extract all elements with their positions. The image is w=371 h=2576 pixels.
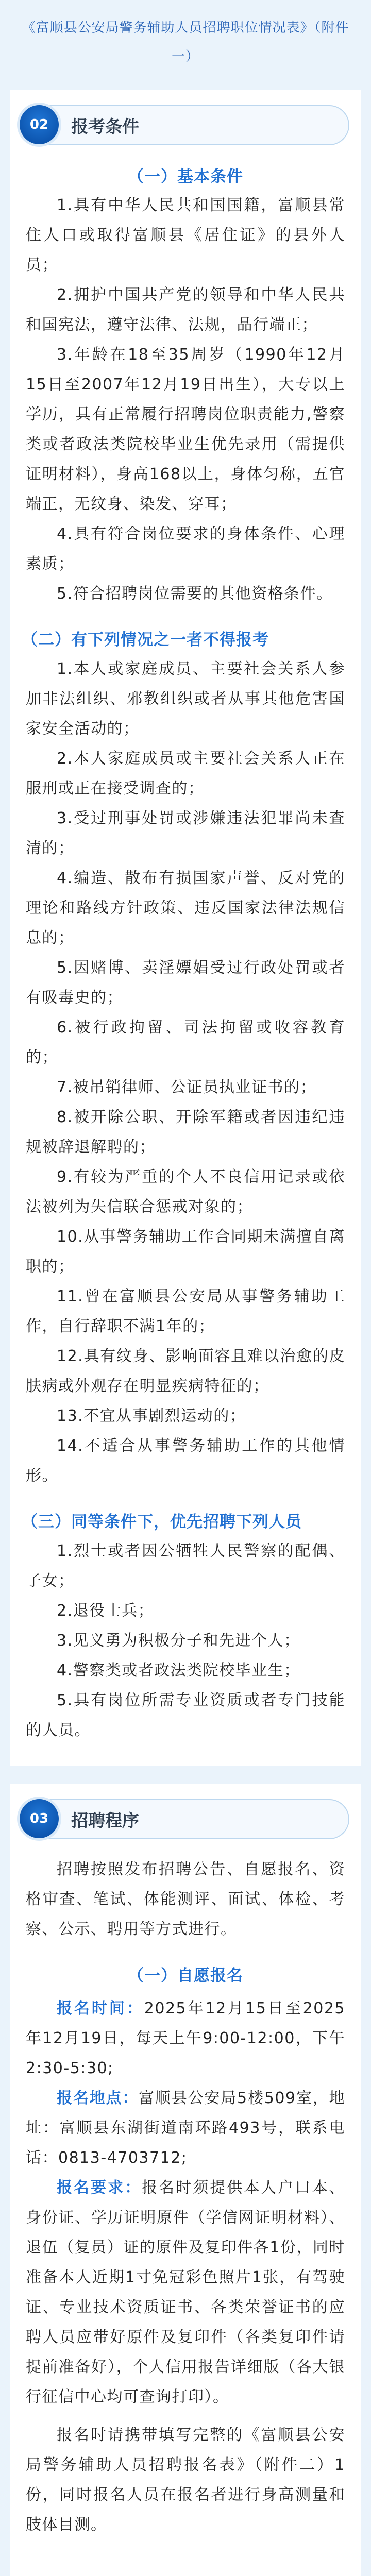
exclusion-item: 14.不适合从事警务辅助工作的其他情形。 <box>26 1437 345 1485</box>
section-number-badge: 02 <box>20 105 59 144</box>
exclusion-item: 1.本人或家庭成员、主要社会关系人参加非法组织、邪教组织或者从事其他危害国家安全活动的； <box>26 660 345 738</box>
priority-item: 1.烈士或者因公牺牲人民警察的配偶、子女； <box>26 1542 345 1590</box>
registration-place-text: 富顺县公安局5楼509室，地址：富顺县东湖街道南环路493号，联系电话：0813-4703712; <box>26 2089 345 2167</box>
section-card-procedure <box>10 1784 361 2561</box>
basic-condition-item: 3.年龄在18至35周岁（1990年12月15日至2007年12月19日出生），大专以上学历，具有正常履行招聘岗位职责能力,警察类或者政法类院校毕业生优先录用（需提供证明材料），身高168以上，身体匀称，五官端正，无纹身、染发、穿耳； <box>26 346 345 513</box>
exclusion-item: 4.编造、散布有损国家声誉、反对党的理论和路线方针政策、违反国家法律法规信息的； <box>26 869 345 947</box>
section-header <box>22 105 349 145</box>
priority-item: 5.具有岗位所需专业资质或者专门技能的人员。 <box>26 1691 345 1739</box>
section-header <box>22 1799 349 1839</box>
exclusion-item: 8.被开除公职、开除军籍或者因违纪违规被辞退解聘的； <box>26 1108 345 1156</box>
section-title: 招聘程序 <box>71 1810 139 1831</box>
exclusion-list <box>22 654 349 1491</box>
registration-requirements <box>22 2173 349 2412</box>
registration-time-text: 2025年12月15日至2025年12月19日，每天上午9:00-12:00，下午2:30-5:30; <box>26 1999 346 2077</box>
exclusion-item: 13.不宜从事剧烈运动的； <box>57 1407 246 1425</box>
registration-note: 报名时请携带填写完整的《富顺县公安局警务辅助人员招聘报名表》（附件二）1份，同时报名人员在报名者进行身高测量和肢体目测。 <box>26 2426 345 2534</box>
exclusion-item: 2.本人家庭成员或主要社会关系人正在服刑或正在接受调查的； <box>26 750 345 798</box>
priority-item: 3.见义勇为积极分子和先进个人； <box>57 1632 300 1650</box>
priority-item: 4.警察类或者政法类院校毕业生； <box>57 1662 300 1680</box>
section-number-badge: 03 <box>20 1799 59 1838</box>
basic-condition-item: 1.具有中华人民共和国国籍，富顺县常住人口或取得富顺县《居住证》的县外人员； <box>26 196 345 274</box>
registration-time <box>22 1994 349 2083</box>
registration-req-label: 报名要求： <box>57 2179 142 2197</box>
exclusion-item: 9.有较为严重的个人不良信用记录或依法被列为失信联合惩戒对象的； <box>26 1168 345 1216</box>
registration-place-label: 报名地点： <box>57 2089 139 2107</box>
subheading-registration: （一）自愿报名 <box>128 1967 243 1985</box>
basic-condition-item: 5.符合招聘岗位需要的其他资格条件。 <box>57 585 333 603</box>
subheading-basic: （一）基本条件 <box>128 167 243 186</box>
page-continuation <box>10 2561 361 2576</box>
section-title: 报考条件 <box>71 116 139 137</box>
exclusion-item: 11.曾在富顺县公安局从事警务辅助工作，自行辞职不满1年的； <box>26 1287 345 1335</box>
exclusion-item: 6.被行政拘留、司法拘留或收容教育的； <box>26 1019 345 1066</box>
basic-conditions-list <box>22 191 349 609</box>
registration-place <box>22 2083 349 2173</box>
basic-condition-item: 2.拥护中国共产党的领导和中华人民共和国宪法，遵守法律、法规，品行端正； <box>26 286 345 334</box>
registration-req-text: 报名时须提供本人户口本、身份证、学历证明原件（学信网证明材料）、退伍（复员）证的原件及复印件各1份，同时准备本人近期1寸免冠彩色照片1张，有驾驶证、专业技术资质证书、各类荣誉证书的应聘人员应带好原件及复印件（各类复印件请提前准备好），个人信用报告详细版（各大银行征信中心均可查询打印）。 <box>26 2179 345 2406</box>
procedure-intro: 招聘按照发布招聘公告、自愿报名、资格审查、笔试、体能测评、面试、体检、考察、公示、聘用等方式进行。 <box>26 1860 345 1938</box>
exclusion-item: 5.因赌博、卖淫嫖娼受过行政处罚或者有吸毒史的； <box>26 959 345 1007</box>
basic-condition-item: 4.具有符合岗位要求的身体条件、心理素质； <box>26 525 345 573</box>
exclusion-item: 12.具有纹身、影响面容且难以治愈的皮肤病或外观存在明显疾病特征的； <box>26 1347 345 1395</box>
subheading-priority: （三）同等条件下，优先招聘下列人员 <box>22 1513 302 1531</box>
exclusion-item: 3.受过刑事处罚或涉嫌违法犯罪尚未查清的； <box>26 809 345 857</box>
subheading-exclude: （二）有下列情况之一者不得报考 <box>22 631 269 649</box>
registration-time-label: 报名时间： <box>57 1999 144 2018</box>
section-card-requirements <box>10 90 361 1766</box>
exclusion-item: 7.被吊销律师、公证员执业证书的； <box>57 1078 317 1096</box>
priority-item: 2.退役士兵； <box>57 1602 155 1620</box>
priority-list <box>22 1536 349 1745</box>
exclusion-item: 10.从事警务辅助工作合同期未满擅自离职的； <box>26 1228 345 1276</box>
attachment-link[interactable]: 《富顺县公安局警务辅助人员招聘职位情况表》（附件一） <box>22 20 349 64</box>
